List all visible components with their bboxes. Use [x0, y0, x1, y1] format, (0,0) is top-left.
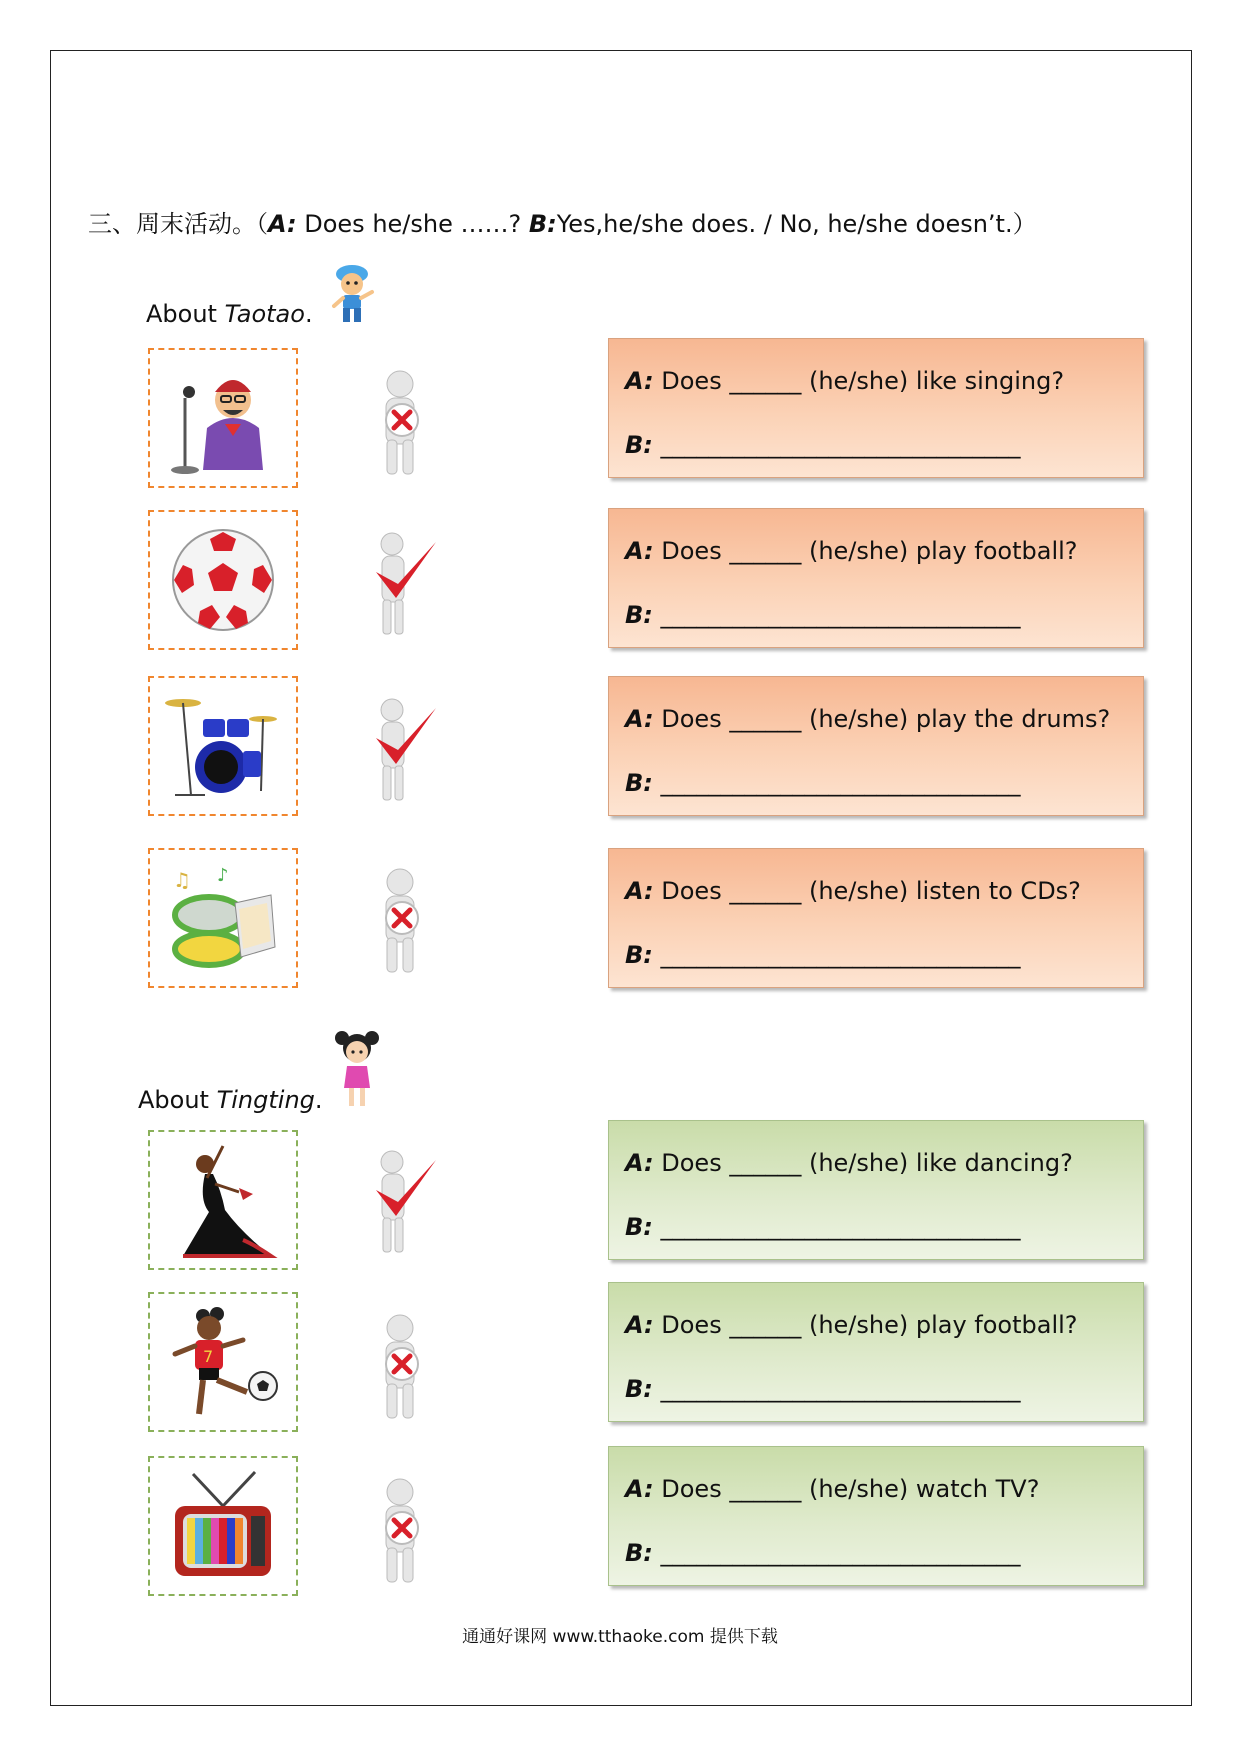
heading-prefix: 三、周末活动。（: [88, 210, 268, 238]
dialogue-card: [608, 1120, 1144, 1260]
dancer-icon: [163, 1140, 283, 1260]
person-cross-icon: [370, 1312, 440, 1422]
person-check-icon: [370, 1146, 440, 1256]
answer-line[interactable]: B: ______________________________: [625, 941, 1021, 969]
question-line: A: Does ______ (he/she) watch TV?: [625, 1475, 1040, 1503]
question-line: A: Does ______ (he/she) play football?: [625, 537, 1078, 565]
person-cross-icon: [370, 368, 440, 478]
answer-line[interactable]: B: ______________________________: [625, 601, 1021, 629]
dialogue-card: [608, 338, 1144, 478]
tv-icon: [163, 1466, 283, 1586]
svg-text:♫: ♫: [173, 868, 191, 892]
question-line: A: Does ______ (he/she) like singing?: [625, 367, 1065, 395]
heading-b-text: Yes,he/she does. / No, he/she doesn’t.）: [556, 210, 1037, 238]
person-check-icon: [370, 528, 440, 638]
drums-icon: [163, 691, 283, 801]
answer-line[interactable]: B: ______________________________: [625, 1213, 1021, 1241]
answer-line[interactable]: B: ______________________________: [625, 769, 1021, 797]
cds-picture: [148, 848, 298, 988]
drums-picture: [148, 676, 298, 816]
person-check-icon: [370, 694, 440, 804]
football-picture: [148, 510, 298, 650]
question-line: A: Does ______ (he/she) play the drums?: [625, 705, 1111, 733]
dialogue-card: [608, 1446, 1144, 1586]
singer-icon: [163, 358, 283, 478]
person-cross-icon: [370, 1476, 440, 1586]
question-line: A: Does ______ (he/she) like dancing?: [625, 1149, 1073, 1177]
svg-text:7: 7: [203, 1347, 214, 1366]
svg-text:♪: ♪: [217, 865, 229, 886]
cds-icon: [163, 863, 283, 973]
boy-avatar-icon: [326, 262, 378, 326]
person-cross-icon: [370, 866, 440, 976]
section-title-tingting: About Tingting.: [138, 1086, 323, 1114]
heading-b-label: B:: [528, 210, 557, 238]
dialogue-card: [608, 676, 1144, 816]
singer-picture: [148, 348, 298, 488]
dialogue-card: [608, 848, 1144, 988]
footer-credit: 通通好课网 www.tthaoke.com 提供下载: [462, 1627, 778, 1647]
heading-a-text: Does he/she ……?: [296, 210, 529, 238]
girl-football-picture: [148, 1292, 298, 1432]
answer-line[interactable]: B: ______________________________: [625, 1539, 1021, 1567]
dancer-picture: [148, 1130, 298, 1270]
section-title-taotao: About Taotao.: [146, 300, 313, 328]
answer-line[interactable]: B: ______________________________: [625, 431, 1021, 459]
dialogue-card: [608, 508, 1144, 648]
answer-line[interactable]: B: ______________________________: [625, 1375, 1021, 1403]
question-line: A: Does ______ (he/she) play football?: [625, 1311, 1078, 1339]
tv-picture: [148, 1456, 298, 1596]
girl-avatar-icon: [334, 1028, 380, 1110]
heading-a-label: A:: [268, 210, 297, 238]
girl-football-icon: [163, 1302, 283, 1422]
dialogue-card: [608, 1282, 1144, 1422]
exercise-heading: [88, 204, 1037, 239]
question-line: A: Does ______ (he/she) listen to CDs?: [625, 877, 1081, 905]
football-icon: [168, 525, 278, 635]
